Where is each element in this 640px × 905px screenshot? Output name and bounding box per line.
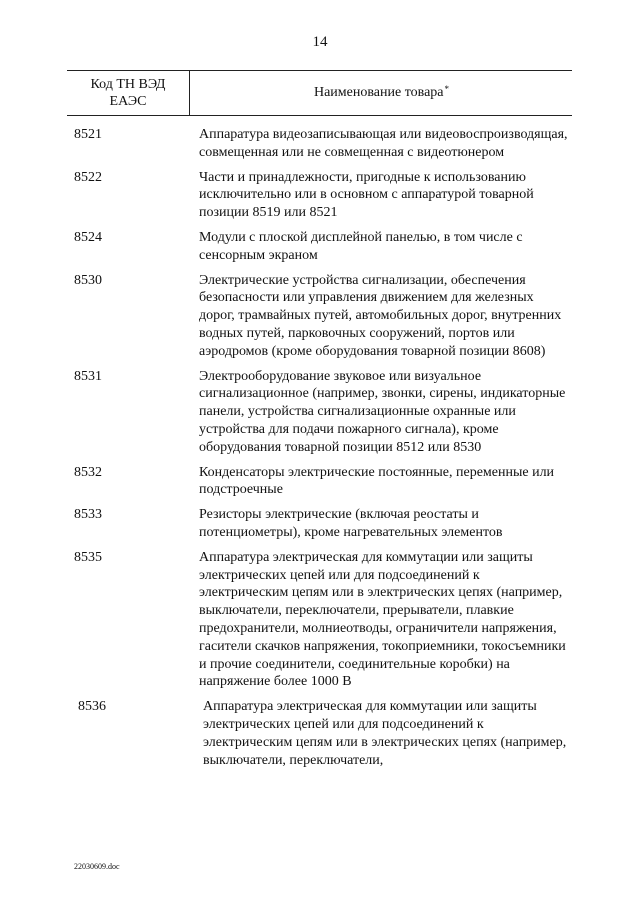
table-row xyxy=(0,368,640,457)
row-name: Электрические устройства сигнализации, обеспечения безопасности или управления движением для железных дорог, трамвайных путей, автомобильных дорог, внутренних водных путей, парковочных сооружений, портов или аэродромов (кроме оборудования товарной позиции 8608) xyxy=(199,272,562,359)
table-row xyxy=(0,169,640,222)
table-row xyxy=(0,698,640,769)
table-body xyxy=(0,126,640,769)
row-code: 8535 xyxy=(74,549,102,565)
table-row xyxy=(0,229,640,265)
row-code: 8530 xyxy=(74,272,102,288)
row-name: Аппаратура электрическая для коммутации или защиты электрических цепей или для подсоединений к электрическим цепям или в электрических цепях (например, выключатели, переключатели, прерыватели, плавкие предохранители, молниеотводы, ограничители напряжения, гасители скачков напряжения, токоприемники, токосъемники и прочие соединители, соединительные коробки) на напряжение более 1000 В xyxy=(199,549,566,690)
row-name: Аппаратура электрическая для коммутации или защиты электрических цепей или для подсоединений к электрическим цепям или в электрических цепях (например, выключатели, переключатели, xyxy=(203,699,567,768)
row-code: 8533 xyxy=(74,507,102,523)
table-row xyxy=(0,506,640,542)
header-name-footnote-mark: * xyxy=(444,84,449,94)
row-name: Резисторы электрические (включая реостаты и потенциометры), кроме нагревательных элементов xyxy=(199,507,503,540)
row-name: Части и принадлежности, пригодные к использованию исключительно или в основном с аппаратурой товарной позиции 8519 или 8521 xyxy=(199,169,534,221)
row-code: 8532 xyxy=(74,464,102,480)
row-name: Модули с плоской дисплейной панелью, в том числе с сенсорным экраном xyxy=(199,229,523,263)
footer-filename: 22030609.doc xyxy=(74,862,120,871)
page-number: 14 xyxy=(312,34,328,50)
table-row xyxy=(0,464,640,500)
row-code: 8522 xyxy=(74,169,102,185)
table-header xyxy=(67,70,572,116)
header-name-label: Наименование товара xyxy=(313,85,444,100)
header-code-label: Код ТН ВЭД ЕАЭС xyxy=(90,77,166,109)
row-name: Аппаратура видеозаписывающая или видеовоспроизводящая, совмещенная или не совмещенная с видеотюнером xyxy=(199,127,568,160)
table-row xyxy=(0,126,640,162)
table-row xyxy=(0,272,640,361)
table-row xyxy=(0,549,640,691)
row-name: Конденсаторы электрические постоянные, переменные или подстроечные xyxy=(199,464,555,498)
header-code-column xyxy=(67,71,190,115)
row-code: 8524 xyxy=(74,229,102,245)
row-code: 8536 xyxy=(78,699,106,715)
header-name-column xyxy=(191,71,572,115)
row-code: 8531 xyxy=(74,368,102,384)
row-name: Электрооборудование звуковое или визуальное сигнализационное (например, звонки, сирены, индикаторные панели, устройства сигнализационные охранные или устройства для подачи пожарного сигнала), кроме оборудования товарной позиции 8512 или 8530 xyxy=(199,368,566,455)
row-code: 8521 xyxy=(74,127,102,142)
